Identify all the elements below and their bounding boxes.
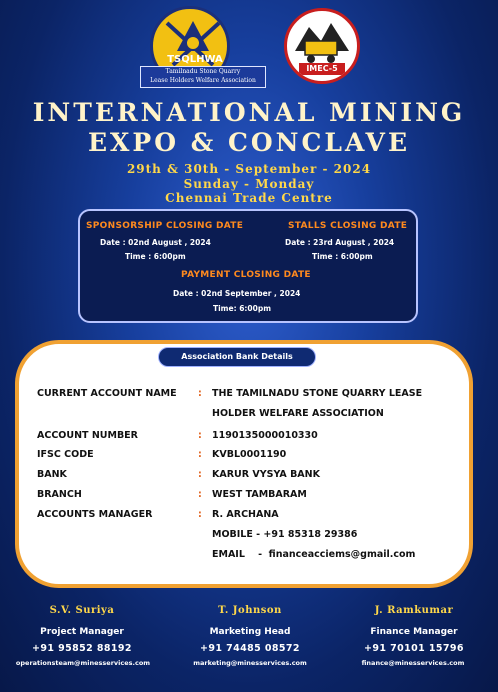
contact-role-3: Finance Manager	[370, 627, 458, 637]
colon: :	[198, 489, 202, 500]
label-accounts-manager: ACCOUNTS MANAGER	[37, 509, 153, 520]
label-account-name: CURRENT ACCOUNT NAME	[37, 388, 177, 399]
bank-details-badge: Association Bank Details	[158, 347, 316, 367]
colon: :	[198, 430, 202, 441]
contact-email-3: finance@minesservices.com	[361, 659, 465, 667]
logo-ribbon	[140, 66, 266, 88]
imec-tag: IMEC-5	[299, 63, 345, 75]
colon: :	[198, 469, 202, 480]
contact-name-3: J. Ramkumar	[374, 605, 454, 616]
contact-email-2: marketing@minesservices.com	[193, 659, 307, 667]
label-branch: BRANCH	[37, 489, 82, 500]
value-account-name-2: HOLDER WELFARE ASSOCIATION	[212, 408, 384, 419]
value-branch: WEST TAMBARAM	[212, 489, 307, 500]
sponsorship-date: Date : 02nd August , 2024	[100, 238, 211, 247]
colon: :	[198, 388, 202, 399]
logo-ribbon-line2: Lease Holders Welfare Association	[150, 77, 256, 84]
logo-abbreviation: TSQLHWA	[167, 54, 223, 65]
event-venue: Chennai Trade Centre	[165, 191, 333, 205]
colon: :	[198, 509, 202, 520]
value-account-name-1: THE TAMILNADU STONE QUARRY LEASE	[212, 388, 423, 399]
logo-ribbon-line1: Tamilnadu Stone Quarry	[165, 68, 241, 75]
label-account-number: ACCOUNT NUMBER	[37, 430, 138, 441]
value-account-number: 1190135000010330	[212, 430, 318, 441]
label-ifsc: IFSC CODE	[37, 449, 94, 460]
imec-logo	[284, 8, 360, 84]
contact-email-1: operationsteam@minesservices.com	[15, 659, 151, 667]
contact-role-1: Project Manager	[40, 627, 124, 637]
tsqlhwa-logo	[140, 6, 266, 84]
event-dates: 29th & 30th - September - 2024	[126, 162, 372, 176]
value-bank: KARUR VYSYA BANK	[212, 469, 320, 480]
payment-date: Date : 02nd September , 2024	[173, 289, 301, 298]
title-line1: INTERNATIONAL MINING	[32, 98, 466, 127]
payment-time: Time: 6:00pm	[213, 304, 272, 313]
stalls-date: Date : 23rd August , 2024	[285, 238, 395, 247]
value-ifsc: KVBL0001190	[212, 449, 287, 460]
value-accounts-manager: R. ARCHANA	[212, 509, 279, 520]
title-line2: EXPO & CONCLAVE	[87, 128, 411, 157]
contact-name-2: T. Johnson	[218, 605, 282, 616]
stalls-heading: STALLS CLOSING DATE	[288, 221, 408, 231]
value-email: EMAIL - financeacciems@gmail.com	[212, 549, 416, 560]
contact-phone-2: +91 74485 08572	[200, 643, 300, 654]
contact-role-2: Marketing Head	[209, 627, 291, 637]
payment-heading: PAYMENT CLOSING DATE	[181, 270, 311, 280]
contact-phone-1: +91 95852 88192	[32, 643, 132, 654]
sponsorship-time: Time : 6:00pm	[125, 252, 186, 261]
label-bank: BANK	[37, 469, 67, 480]
sponsorship-heading: SPONSORSHIP CLOSING DATE	[86, 221, 244, 231]
contact-phone-3: +91 70101 15796	[364, 643, 464, 654]
event-days: Sunday - Monday	[183, 177, 315, 191]
stalls-time: Time : 6:00pm	[312, 252, 373, 261]
value-mobile: MOBILE - +91 85318 29386	[212, 529, 358, 540]
contact-name-1: S.V. Suriya	[49, 605, 115, 616]
colon: :	[198, 449, 202, 460]
